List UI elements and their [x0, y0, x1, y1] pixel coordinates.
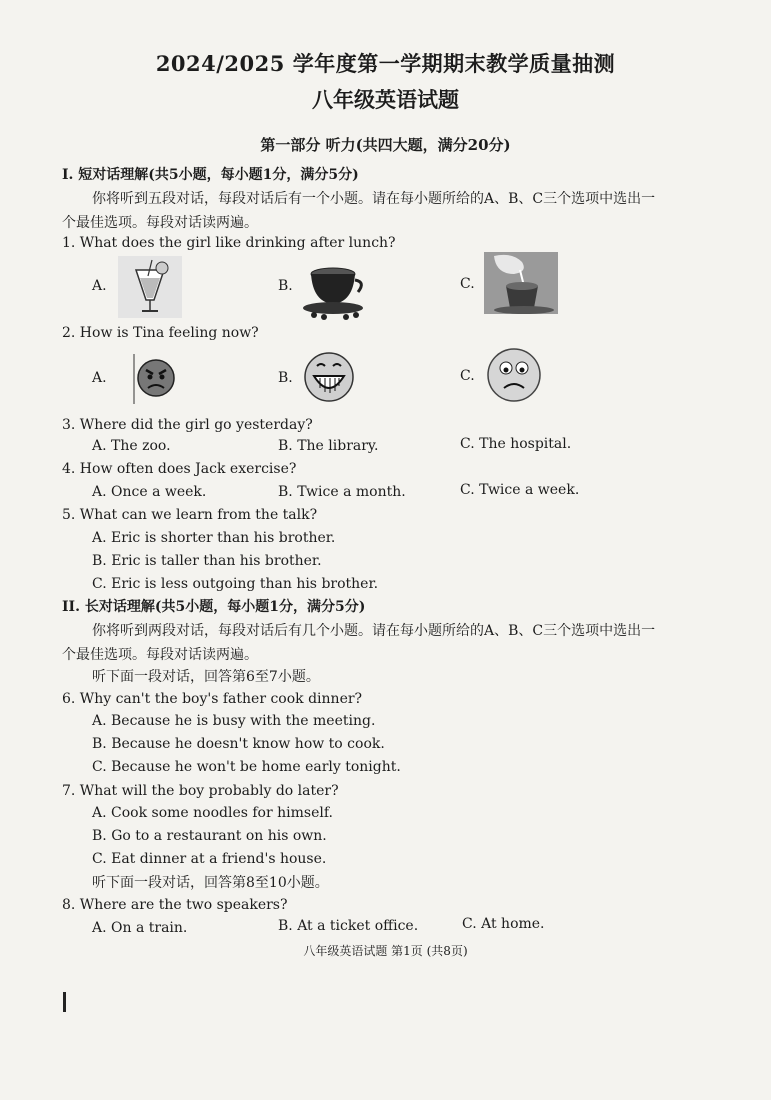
section1-instructions-1: 你将听到五段对话，每段对话后有一个小题。请在每小题所给的A、B、C三个选项中选出一: [92, 191, 656, 207]
tea-pouring-icon: [484, 252, 558, 314]
section1-heading: I. 短对话理解(共5小题，每小题1分，满分5分): [62, 167, 359, 183]
juice-glass-icon: [118, 256, 182, 318]
q6-option-a: A. Because he is busy with the meeting.: [92, 713, 376, 729]
question-1: 1. What does the girl like drinking after lunch?: [62, 235, 396, 251]
question-5: 5. What can we learn from the talk?: [62, 507, 318, 523]
question-2: 2. How is Tina feeling now?: [62, 325, 259, 341]
q2-option-c-label: C.: [460, 368, 475, 384]
q7-option-a: A. Cook some noodles for himself.: [92, 805, 333, 821]
grinning-face-icon: [304, 348, 354, 406]
q2-option-b-label: B.: [278, 370, 293, 386]
q4-option-a: A. Once a week.: [92, 484, 207, 500]
q3-option-b: B. The library.: [278, 438, 379, 454]
coffee-cup-icon: [300, 260, 370, 320]
q8-option-b: B. At a ticket office.: [278, 918, 419, 934]
q3-option-c: C. The hospital.: [460, 436, 572, 452]
q4-option-c: C. Twice a week.: [460, 482, 580, 498]
question-4: 4. How often does Jack exercise?: [62, 461, 297, 477]
question-8: 8. Where are the two speakers?: [62, 897, 288, 913]
q7-option-b: B. Go to a restaurant on his own.: [92, 828, 327, 844]
sad-face-icon: [486, 346, 542, 404]
part-heading: 第一部分 听力(共四大题，满分20分): [260, 136, 511, 154]
question-7: 7. What will the boy probably do later?: [62, 783, 339, 799]
q1-option-b-label: B.: [278, 278, 293, 294]
q2-option-a-label: A.: [92, 370, 107, 386]
page-footer: 八年级英语试题 第1页 (共8页): [303, 944, 468, 958]
q8-option-c: C. At home.: [462, 916, 545, 932]
section2-heading: II. 长对话理解(共5小题，每小题1分，满分5分): [62, 599, 366, 615]
margin-mark: [63, 992, 66, 1012]
section1-instructions-2: 个最佳选项。每段对话读两遍。: [62, 215, 258, 231]
exam-subtitle: 八年级英语试题: [312, 87, 459, 112]
section2-instructions-1: 你将听到两段对话，每段对话后有几个小题。请在每小题所给的A、B、C三个选项中选出一: [92, 623, 656, 639]
section2-instructions-2: 个最佳选项。每段对话读两遍。: [62, 647, 258, 663]
q8-option-a: A. On a train.: [92, 920, 188, 936]
listen-instruction-2: 听下面一段对话，回答第8至10小题。: [92, 875, 329, 891]
angry-face-icon: [132, 354, 176, 404]
exam-title: 2024/2025 学年度第一学期期末教学质量抽测: [155, 51, 616, 76]
q5-option-c: C. Eric is less outgoing than his brother.: [92, 576, 379, 592]
q5-option-a: A. Eric is shorter than his brother.: [92, 530, 336, 546]
listen-instruction-1: 听下面一段对话，回答第6至7小题。: [92, 669, 320, 685]
q4-option-b: B. Twice a month.: [278, 484, 406, 500]
question-6: 6. Why can't the boy's father cook dinner?: [62, 691, 363, 707]
q1-option-a-label: A.: [92, 278, 107, 294]
q5-option-b: B. Eric is taller than his brother.: [92, 553, 322, 569]
q6-option-b: B. Because he doesn't know how to cook.: [92, 736, 385, 752]
question-3: 3. Where did the girl go yesterday?: [62, 417, 313, 433]
q3-option-a: A. The zoo.: [92, 438, 171, 454]
q1-option-c-label: C.: [460, 276, 475, 292]
q6-option-c: C. Because he won't be home early tonight.: [92, 759, 401, 775]
q7-option-c: C. Eat dinner at a friend's house.: [92, 851, 327, 867]
